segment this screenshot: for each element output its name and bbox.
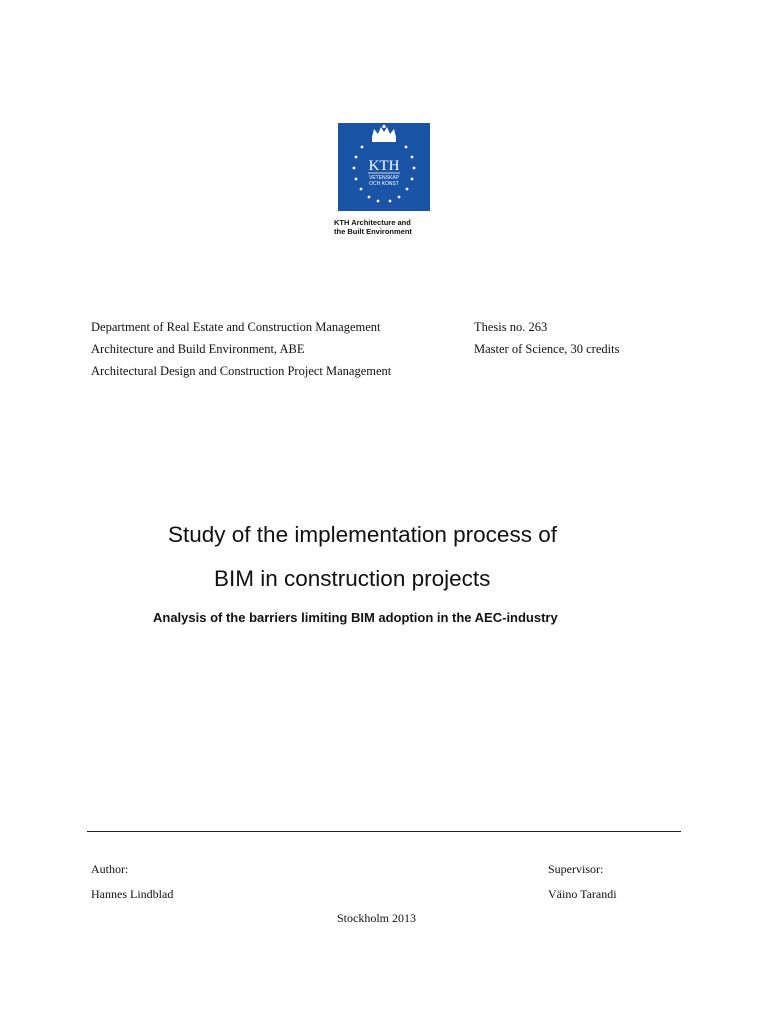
thesis-info [474,316,619,360]
department-info [91,316,391,382]
divider [87,831,681,832]
thesis-number: Thesis no. 263 [474,320,548,334]
program-name: Architectural Design and Construction Project Management [91,364,392,378]
thesis-subtitle: Analysis of the barriers limiting BIM adoption in the AEC-industry [153,610,558,625]
thesis-title-line-1: Study of the implementation process of [168,522,557,547]
school-name: Architecture and Build Environment, ABE [91,342,305,356]
author-label: Author: [91,862,129,876]
kth-crown-seal-icon [338,123,430,211]
logo-caption-line-1: KTH Architecture and [334,218,411,227]
kth-logo [338,123,430,211]
place-year: Stockholm 2013 [337,911,417,925]
supervisor-label: Supervisor: [548,862,604,876]
logo-caption-line-2: the Built Environment [334,227,412,236]
department-name: Department of Real Estate and Construction Management [91,320,381,334]
author-name: Hannes Lindblad [91,887,174,901]
logo-emblem-subtext-1: VETENSKAP [368,175,400,181]
supervisor-name: Väino Tarandi [548,887,617,901]
logo-emblem-text: KTH [368,158,400,174]
thesis-title-line-2: BIM in construction projects [214,566,491,591]
logo-emblem-subtext-2: OCH KONST [369,181,399,187]
degree-credits: Master of Science, 30 credits [474,342,620,356]
logo-caption [334,218,412,236]
